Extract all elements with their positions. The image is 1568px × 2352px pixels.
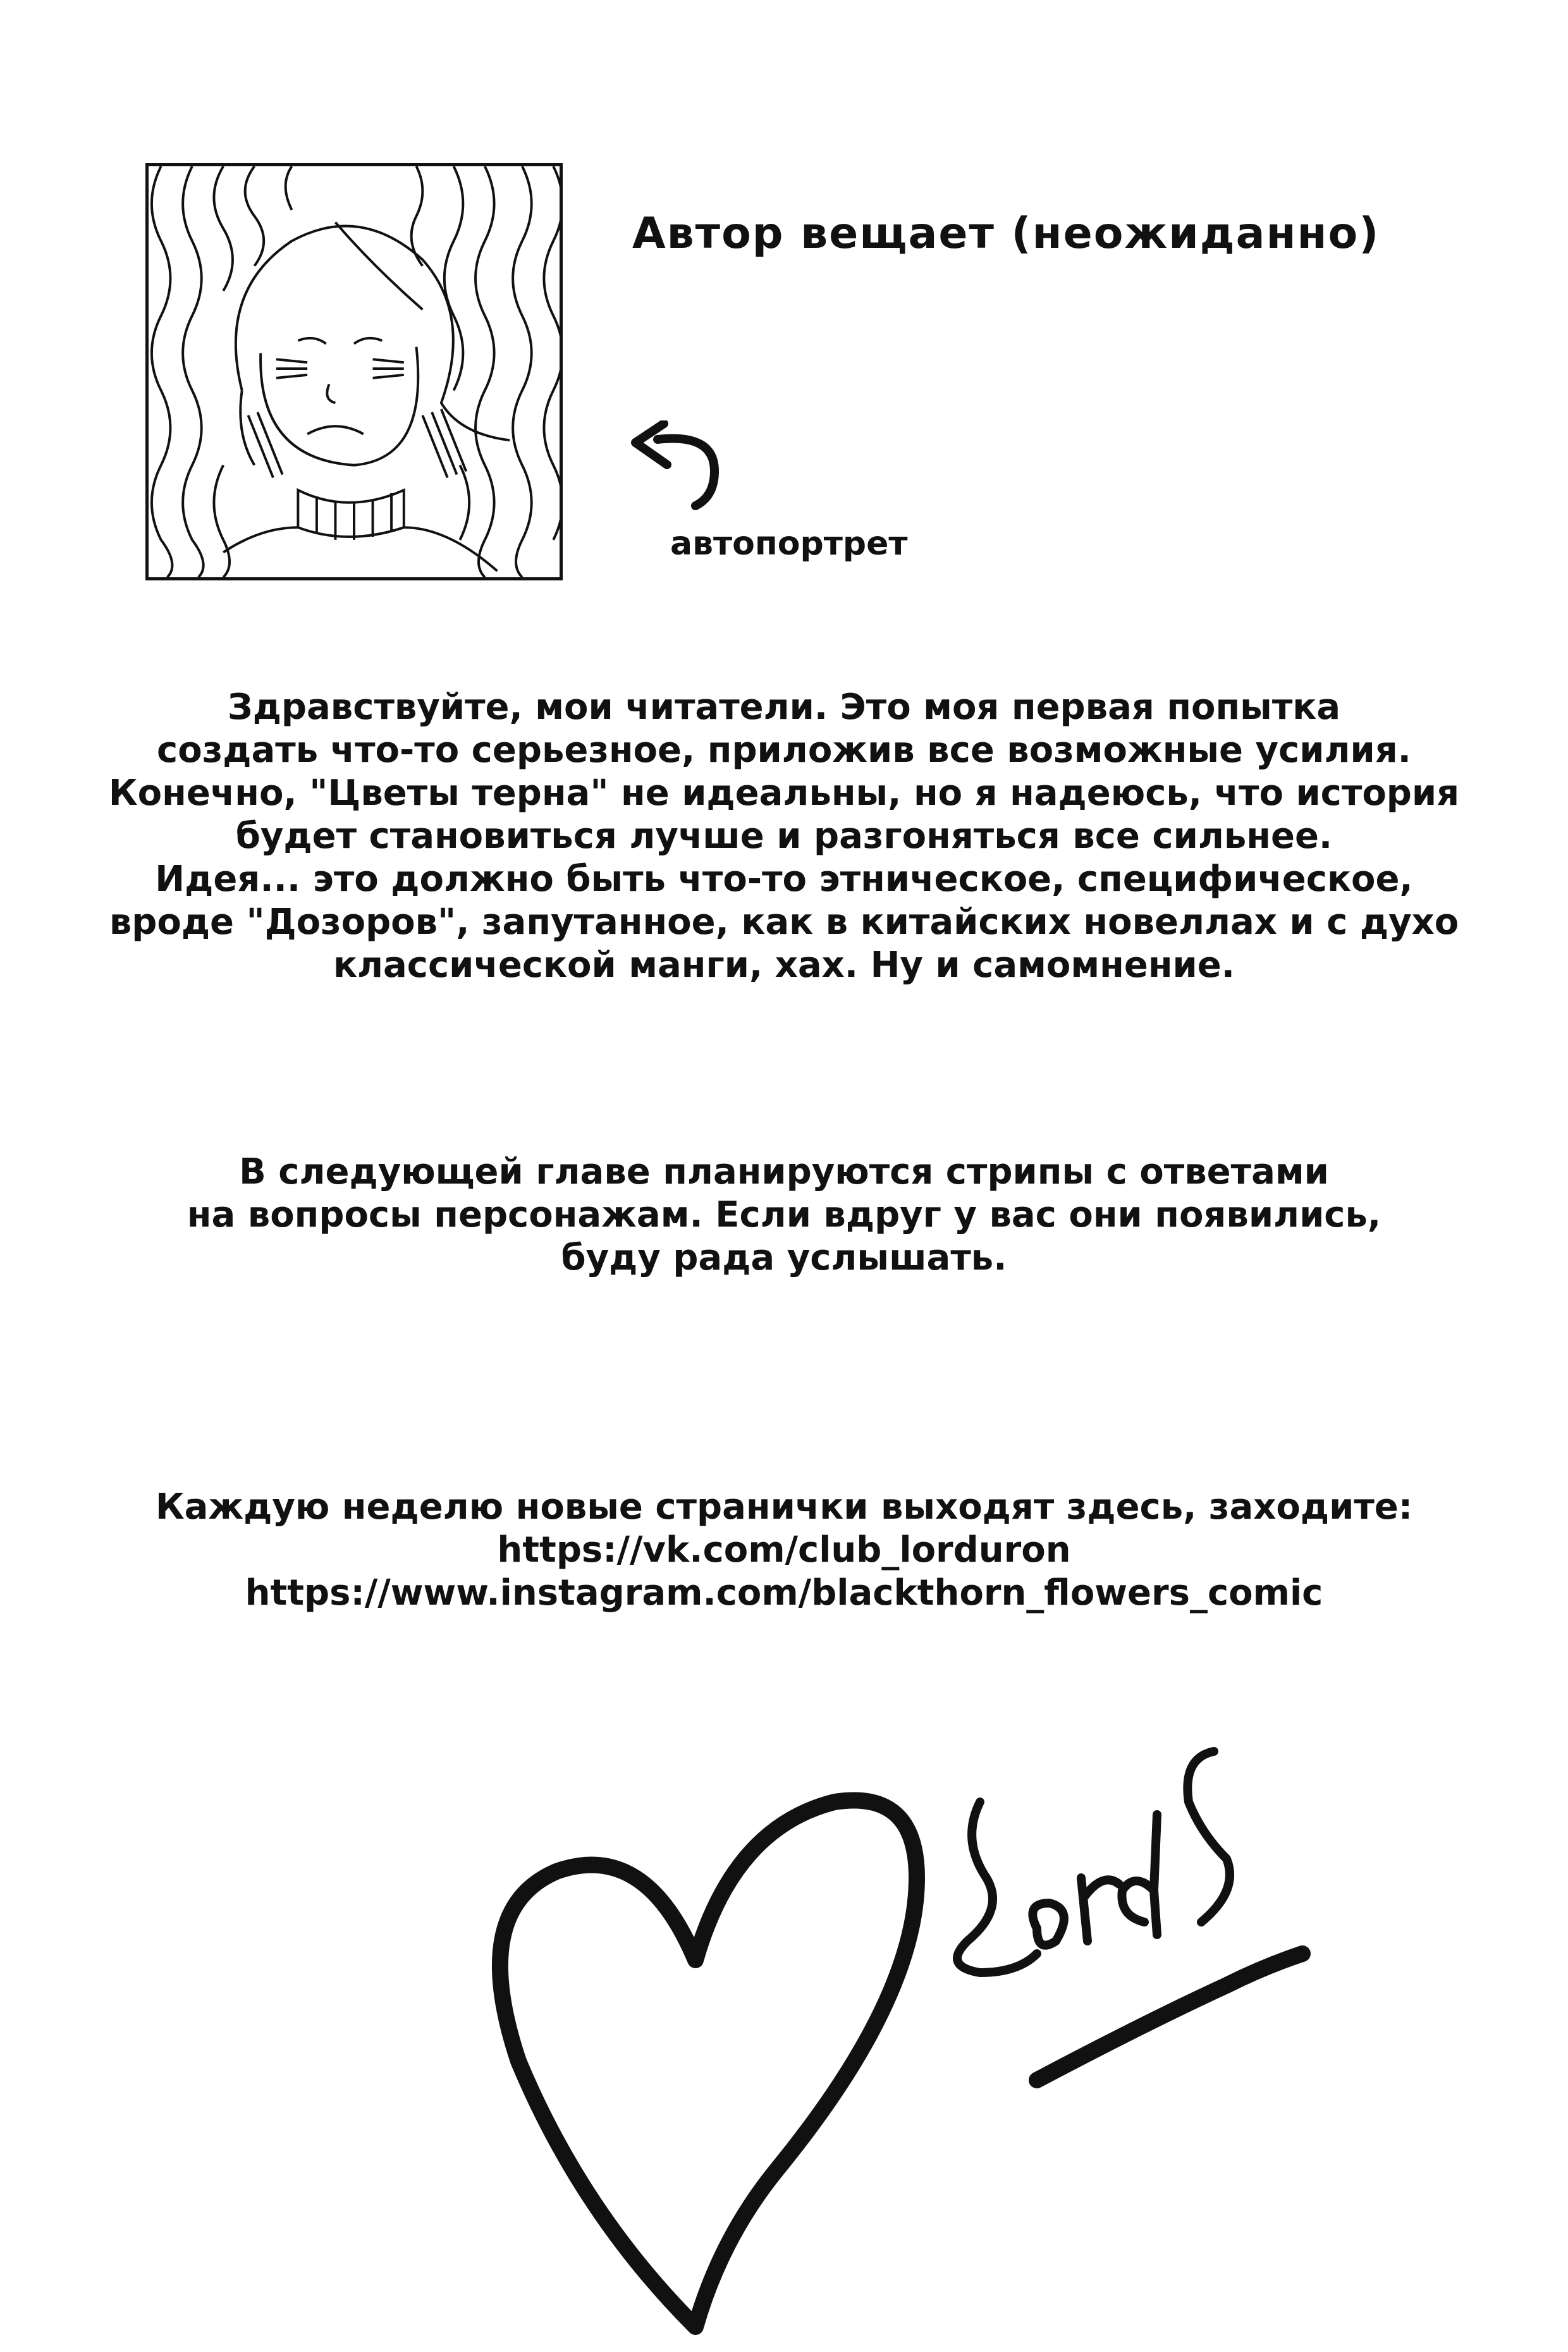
intro-line: Здравствуйте, мои читатели. Это моя первая попытка <box>227 687 1341 728</box>
vk-link[interactable]: https://vk.com/club_lorduron <box>497 1529 1071 1571</box>
intro-line: создать что-то серьезное, приложив все возможные усилия. <box>157 730 1411 771</box>
links-intro: Каждую неделю новые странички выходят здесь, заходите: <box>155 1486 1413 1528</box>
intro-line: Конечно, "Цветы терна" не идеальны, но я надеюсь, что история <box>108 773 1460 814</box>
portrait-caption: автопортрет <box>670 525 908 563</box>
curved-arrow-icon <box>620 420 733 515</box>
next-chapter-line: на вопросы персонажам. Если вдруг у вас они появились, <box>187 1194 1381 1235</box>
intro-line: Идея... это должно быть что-то этническое, специфическое, <box>155 859 1413 900</box>
instagram-link[interactable]: https://www.instagram.com/blackthorn_flowers_comic <box>245 1572 1323 1614</box>
intro-line: классической манги, хах. Ну и самомнение. <box>333 945 1235 986</box>
heart-signature <box>481 1669 1366 2339</box>
heart-icon <box>500 1801 917 2327</box>
next-chapter-line: буду рада услышать. <box>561 1237 1007 1278</box>
self-portrait <box>145 163 563 580</box>
intro-paragraph <box>51 686 1517 987</box>
next-chapter-line: В следующей главе планируются стрипы с ответами <box>239 1151 1329 1192</box>
intro-line: вроде "Дозоров", запутанное, как в китайских новеллах и с духо <box>109 902 1459 943</box>
page-title: Автор вещает (неожиданно) <box>632 209 1380 259</box>
intro-line: будет становиться лучше и разгоняться все сильнее. <box>235 816 1333 857</box>
links-section <box>51 1486 1517 1615</box>
next-chapter-paragraph <box>51 1151 1517 1280</box>
